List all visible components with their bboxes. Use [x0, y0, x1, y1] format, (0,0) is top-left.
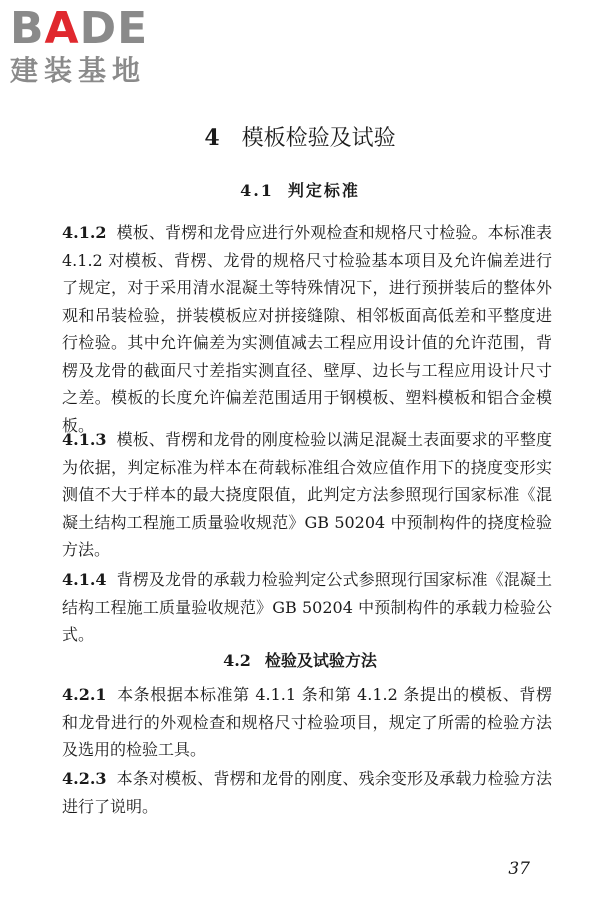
clause-text: 模板、背楞和龙骨应进行外观检查和规格尺寸检验。本标准表 4.1.2 对模板、背楞、龙骨的规格尺寸检验基本项目及允许偏差进行了规定，对于采用清水混凝土等特殊情况下，进行预拼装后的整体外观和吊装检验，拼装模板应对拼接缝隙、相邻板面高低差和平整度进行检验。其中允许偏差为实测值减去工程应用设计值的允许范围，背楞及龙骨的截面尺寸差指实测直径、壁厚、边长与工程应用设计尺寸之差。模板的长度允许偏差范围适用于钢模板、塑料模板和铝合金模板。 [62, 223, 552, 435]
clause-text: 模板、背楞和龙骨的刚度检验以满足混凝土表面要求的平整度为依据，判定标准为样本在荷载标准组合效应值作用下的挠度变形实测值不大于样本的最大挠度限值，此判定方法参照现行国家标准《混凝土结构工程施工质量验收规范》GB 50204 中预制构件的挠度检验方法。 [62, 430, 552, 559]
clause-number: 4.2.1 [62, 685, 107, 704]
bade-logo [10, 3, 175, 88]
logo-letter-b: B [10, 3, 45, 54]
logo-chinese-name: 建装基地 [10, 54, 147, 87]
section-heading-4-2 [0, 650, 600, 672]
section-heading-4-1 [0, 180, 600, 202]
chapter-title [0, 124, 600, 153]
clause-number: 4.1.3 [62, 430, 107, 449]
section-number: 4.1 [240, 181, 274, 200]
page-number: 37 [508, 859, 530, 879]
clause-4-2-3 [62, 765, 552, 820]
logo-wordmark [10, 3, 175, 54]
section-title-text: 判定标准 [287, 181, 360, 200]
clause-text: 本条根据本标准第 4.1.1 条和第 4.1.2 条提出的模板、背楞和龙骨进行的外观检查和规格尺寸检验项目，规定了所需的检验方法及选用的检验工具。 [62, 685, 552, 759]
section-number: 4.2 [223, 651, 251, 670]
chapter-number: 4 [204, 125, 220, 151]
clause-4-1-2 [62, 219, 552, 439]
section-title-text: 检验及试验方法 [264, 651, 377, 670]
chapter-title-text: 模板检验及试验 [241, 126, 396, 151]
clause-number: 4.2.3 [62, 769, 107, 788]
clause-text: 背楞及龙骨的承载力检验判定公式参照现行国家标准《混凝土结构工程施工质量验收规范》GB 50204 中预制构件的承载力检验公式。 [62, 570, 552, 644]
clause-4-2-1 [62, 681, 552, 764]
clause-4-1-3 [62, 426, 552, 564]
clause-4-1-4 [62, 566, 552, 649]
clause-number: 4.1.4 [62, 570, 107, 589]
clause-text: 本条对模板、背楞和龙骨的刚度、残余变形及承载力检验方法进行了说明。 [62, 769, 552, 816]
logo-letters-de: DE [79, 3, 149, 54]
clause-number: 4.1.2 [62, 223, 107, 242]
logo-letter-a: A [44, 3, 80, 54]
